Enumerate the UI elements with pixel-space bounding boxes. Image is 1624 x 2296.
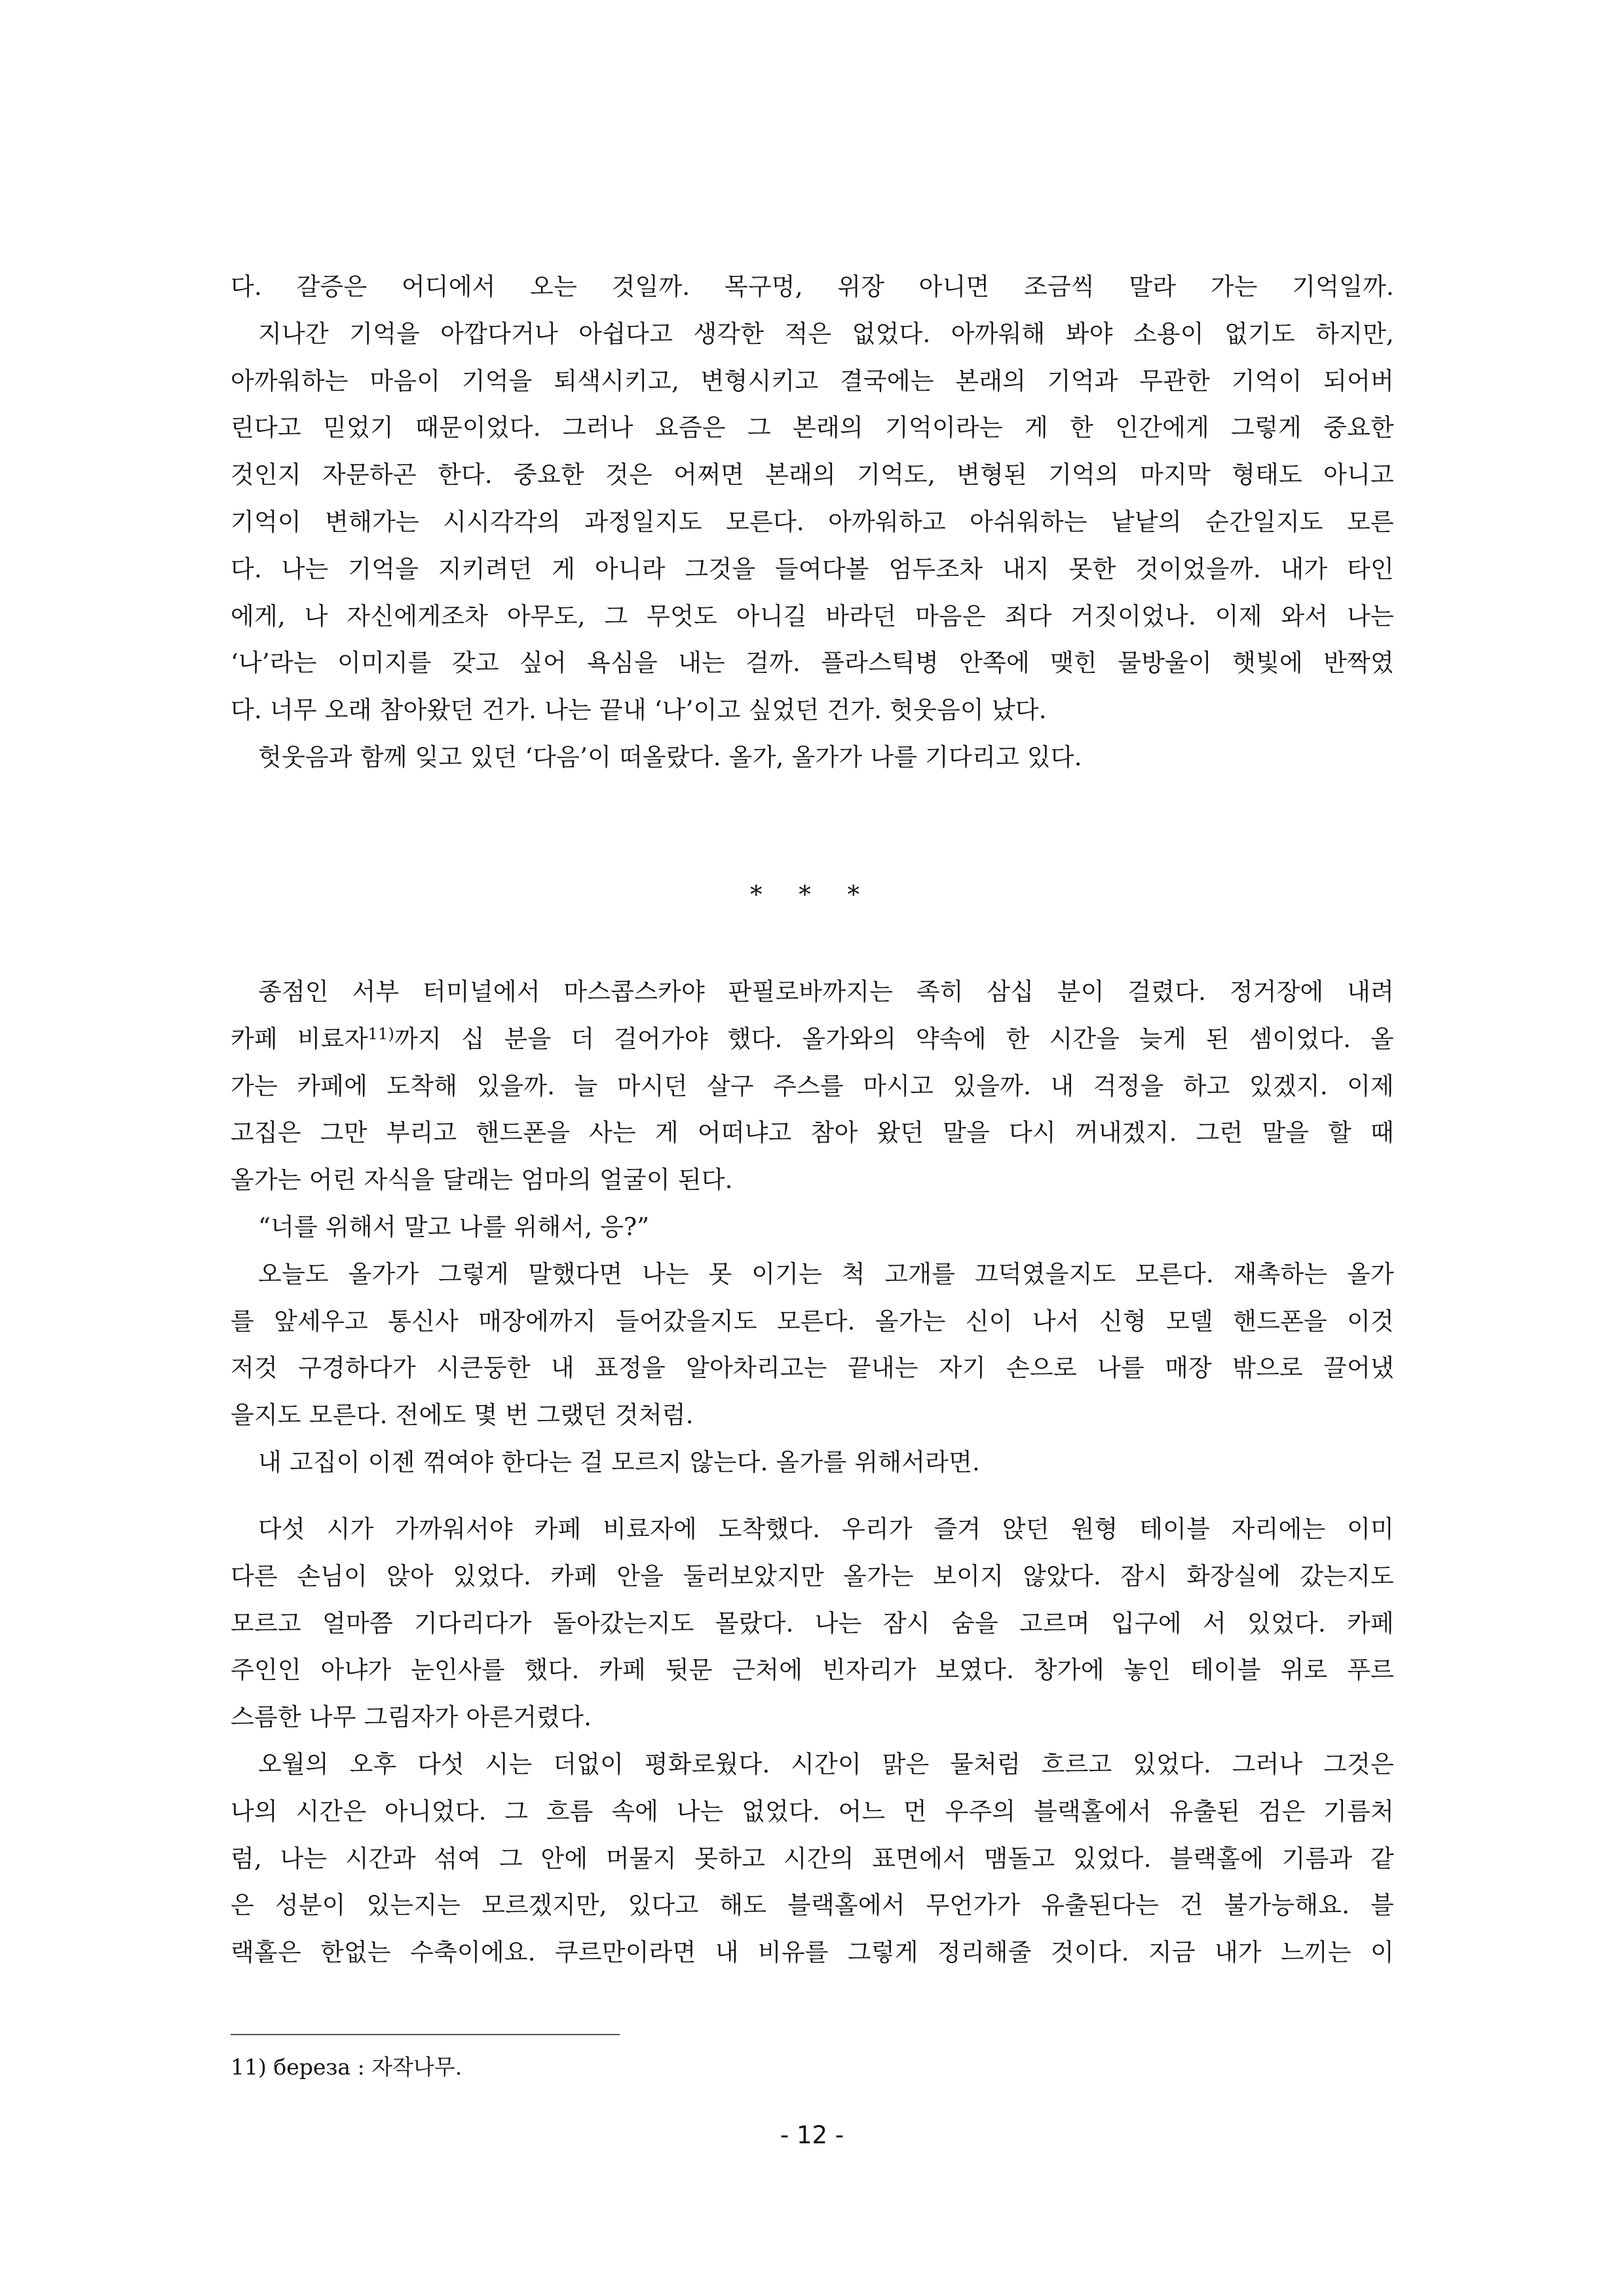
text-line: 랙홀은 한없는 수축이에요. 쿠르만이라면 내 비유를 그렇게 정리해줄 것이다. 지금 내가 느끼는 이	[231, 1938, 1394, 1967]
text-segment: 까지 십 분을 더 걸어가야 했다. 올가와의 약속에 한 시간을 늦게 된 셈이었다. 올	[394, 1024, 1394, 1053]
text-line: 가는 카페에 도착해 있을까. 늘 마시던 살구 주스를 마시고 있을까. 내 걱정을 하고 있겠지. 이제	[231, 1071, 1394, 1100]
text-line: 다. 갈증은 어디에서 오는 것일까. 목구멍, 위장 아니면 조금씩 말라 가는 기억일까.	[231, 273, 1394, 301]
text-line: 은 성분이 있는지는 모르겠지만, 있다고 해도 블랙홀에서 무언가가 유출된다는 건 불가능해요. 블	[231, 1891, 1394, 1920]
text-line: “너를 위해서 말고 나를 위해서, 응?”	[258, 1212, 650, 1241]
text-line: 다. 나는 기억을 지키려던 게 아니라 그것을 들여다볼 엄두조차 내지 못한 것이었을까. 내가 타인	[231, 554, 1394, 583]
page-number: - 12 -	[780, 2121, 844, 2149]
text-line: 럼, 나는 시간과 섞여 그 안에 머물지 못하고 시간의 표면에서 맴돌고 있었다. 블랙홀에 기름과 같	[231, 1844, 1394, 1873]
text-line: 것인지 자문하곤 한다. 중요한 것은 어쩌면 본래의 기억도, 변형된 기억의 마지막 형태도 아니고	[231, 461, 1394, 489]
text-line: 린다고 믿었기 때문이었다. 그러나 요즘은 그 본래의 기억이라는 게 한 인간에게 그렇게 중요한	[231, 413, 1394, 442]
text-line: 주인인 아냐가 눈인사를 했다. 카페 뒷문 근처에 빈자리가 보였다. 창가에 놓인 테이블 위로 푸르	[231, 1656, 1394, 1685]
text-line: 에게, 나 자신에게조차 아무도, 그 무엇도 아니길 바라던 마음은 죄다 거짓이었나. 이제 와서 나는	[231, 602, 1394, 630]
text-line: 다섯 시가 가까워서야 카페 비료자에 도착했다. 우리가 즐겨 앉던 원형 테이블 자리에는 이미	[258, 1515, 1394, 1543]
text-line: 기억이 변해가는 시시각각의 과정일지도 모른다. 아까워하고 아쉬워하는 낱낱의 순간일지도 모른	[231, 507, 1394, 536]
section-3-text	[231, 1506, 1394, 1976]
text-line: 다. 너무 오래 참아왔던 건가. 나는 끝내 ‘나’이고 싶었던 건가. 헛웃음이 났다.	[231, 696, 1047, 725]
text-line: 오늘도 올가가 그렇게 말했다면 나는 못 이기는 척 고개를 끄덕였을지도 모른다. 재촉하는 올가	[258, 1259, 1394, 1288]
text-line: 아까워하는 마음이 기억을 퇴색시키고, 변형시키고 결국에는 본래의 기억과 무관한 기억이 되어버	[231, 366, 1394, 395]
text-line: 헛웃음과 함께 잊고 있던 ‘다음’이 떠올랐다. 올가, 올가가 나를 기다리고 있다.	[258, 742, 1082, 771]
footnote-reference[interactable]: 11)	[368, 1024, 395, 1043]
section-separator: * * *	[749, 881, 875, 909]
footnote-divider	[231, 2034, 620, 2035]
text-line: ‘나’라는 이미지를 갖고 싶어 욕심을 내는 걸까. 플라스틱병 안쪽에 맺힌 물방울이 햇빛에 반짝였	[231, 649, 1394, 678]
section-1-text	[231, 263, 1394, 781]
text-line: 를 앞세우고 통신사 매장에까지 들어갔을지도 모른다. 올가는 신이 나서 신형 모델 핸드폰을 이것	[231, 1307, 1394, 1335]
text-segment: 카페 비료자	[231, 1024, 368, 1053]
text-line: 스름한 나무 그림자가 아른거렸다.	[231, 1703, 592, 1732]
text-line: 내 고집이 이젠 꺾여야 한다는 걸 모르지 않는다. 올가를 위해서라면.	[258, 1447, 981, 1476]
section-2-text	[231, 968, 1394, 1486]
text-line: 나의 시간은 아니었다. 그 흐름 속에 나는 없었다. 어느 먼 우주의 블랙홀에서 유출된 검은 기름처	[231, 1797, 1394, 1826]
text-line: 을지도 모른다. 전에도 몇 번 그랬던 것처럼.	[231, 1401, 694, 1430]
text-line: 올가는 어린 자식을 달래는 엄마의 얼굴이 된다.	[231, 1166, 733, 1195]
text-line-with-footnote	[231, 1016, 1394, 1063]
text-line: 종점인 서부 터미널에서 마스콥스카야 판필로바까지는 족히 삼십 분이 걸렸다. 정거장에 내려	[258, 978, 1394, 1006]
text-line: 지나간 기억을 아깝다거나 아쉽다고 생각한 적은 없었다. 아까워해 봐야 소용이 없기도 하지만,	[258, 319, 1394, 348]
text-line: 모르고 얼마쯤 기다리다가 돌아갔는지도 몰랐다. 나는 잠시 숨을 고르며 입구에 서 있었다. 카페	[231, 1609, 1394, 1637]
text-line: 오월의 오후 다섯 시는 더없이 평화로웠다. 시간이 맑은 물처럼 흐르고 있었다. 그러나 그것은	[258, 1750, 1394, 1778]
footnote-text: 11) береза : 자작나무.	[231, 2054, 463, 2080]
text-line: 다른 손님이 앉아 있었다. 카페 안을 둘러보았지만 올가는 보이지 않았다. 잠시 화장실에 갔는지도	[231, 1561, 1394, 1590]
text-line: 고집은 그만 부리고 핸드폰을 사는 게 어떠냐고 참아 왔던 말을 다시 꺼내겠지. 그런 말을 할 때	[231, 1119, 1394, 1147]
text-line: 저것 구경하다가 시큰둥한 내 표정을 알아차리고는 끝내는 자기 손으로 나를 매장 밖으로 끌어냈	[231, 1354, 1394, 1383]
